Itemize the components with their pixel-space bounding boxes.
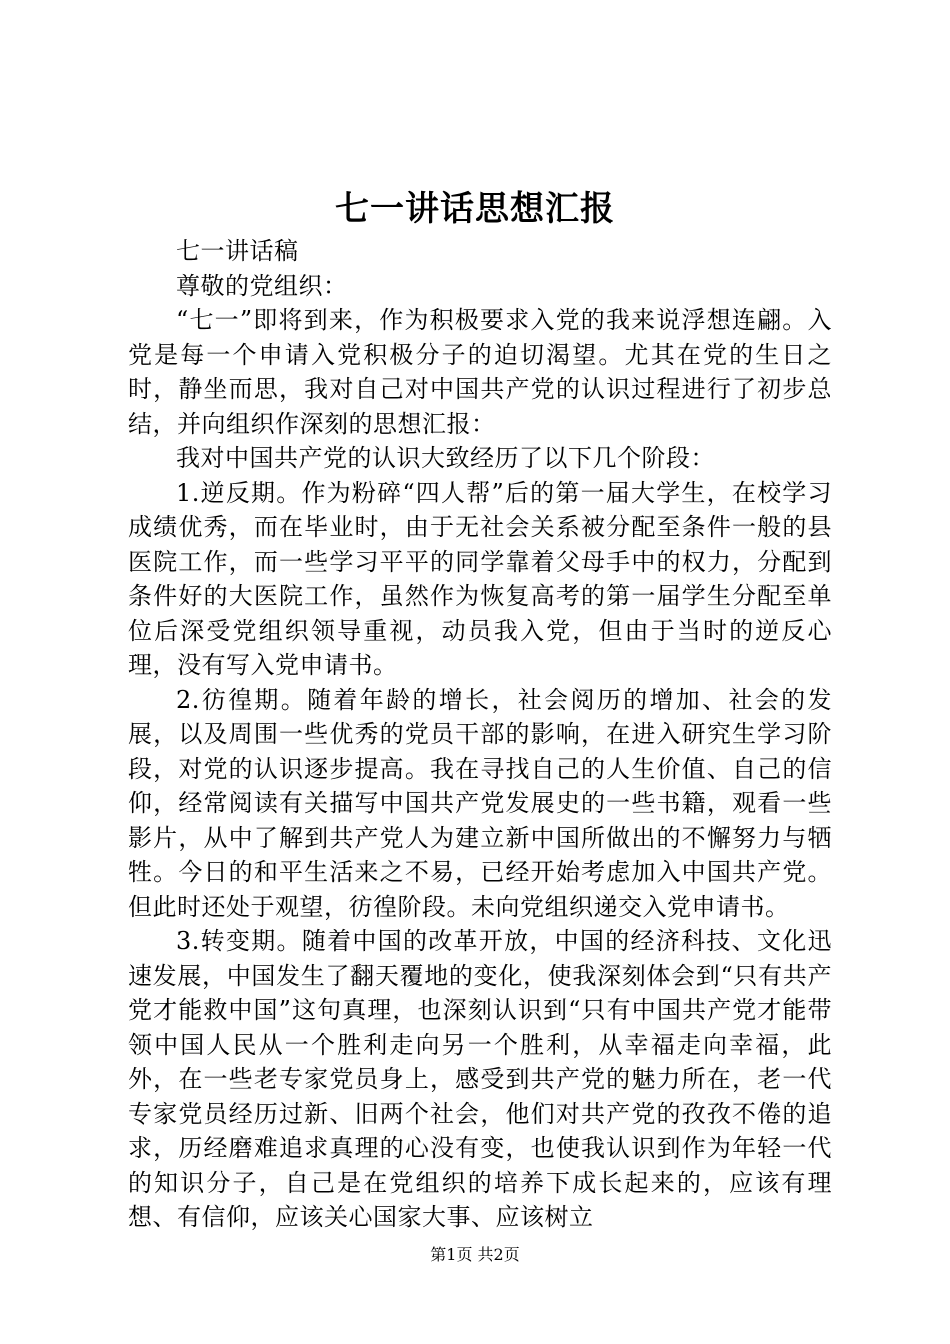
paragraph-stages-lead: 我对中国共产党的认识大致经历了以下几个阶段：	[176, 444, 715, 472]
paragraph-salutation: 尊敬的党组织：	[176, 271, 348, 300]
page-footer: 第1页 共2页	[430, 1245, 520, 1264]
paragraph-subtitle: 七一讲话稿	[176, 237, 299, 265]
paragraph-stage-1: 1.逆反期。作为粉碎“四人帮”后的第一届大学生，在校学习成绩优秀，而在毕业时，由于无社会关系被分配至条件一般的县医院工作，而一些学习平平的同学靠着父母手中的权力，分配到条件好的大医院工作，虽然作为恢复高考的第一届学生分配至单位后深受党组织领导重视，动员我入党，但由于当时的逆反心理，没有写入党申请书。	[128, 478, 832, 679]
paragraph-stage-3: 3.转变期。随着中国的改革开放，中国的经济科技、文化迅速发展，中国发生了翻天覆地的变化，使我深刻体会到“只有共产党才能救中国”这句真理，也深刻认识到“只有中国共产党才能带领中国人民从一个胜利走向另一个胜利，从幸福走向幸福，此外，在一些老专家党员身上，感受到共产党的魅力所在，老一代专家党员经历过新、旧两个社会，他们对共产党的孜孜不倦的追求，历经磨难追求真理的心没有变，也使我认识到作为年轻一代的知识分子，自己是在党组织的培养下成长起来的，应该有理想、有信仰，应该关心国家大事、应该树立	[128, 927, 832, 1231]
paragraph-intro: “七一”即将到来，作为积极要求入党的我来说浮想连翩。入党是每一个申请入党积极分子的迫切渴望。尤其在党的生日之时，静坐而思，我对自己对中国共产党的认识过程进行了初步总结，并向组织作深刻的思想汇报：	[128, 306, 832, 438]
paragraph-stage-2: 2.彷徨期。随着年龄的增长，社会阅历的增加、社会的发展，以及周围一些优秀的党员干部的影响，在进入研究生学习阶段，对党的认识逐步提高。我在寻找自己的人生价值、自己的信仰，经常阅读有关描写中国共产党发展史的一些书籍，观看一些影片，从中了解到共产党人为建立新中国所做出的不懈努力与牺牲。今日的和平生活来之不易，已经开始考虑加入中国共产党。但此时还处于观望，彷徨阶段。未向党组织递交入党申请书。	[128, 685, 832, 921]
document-title: 七一讲话思想汇报	[335, 189, 615, 229]
document-body	[128, 234, 832, 1235]
